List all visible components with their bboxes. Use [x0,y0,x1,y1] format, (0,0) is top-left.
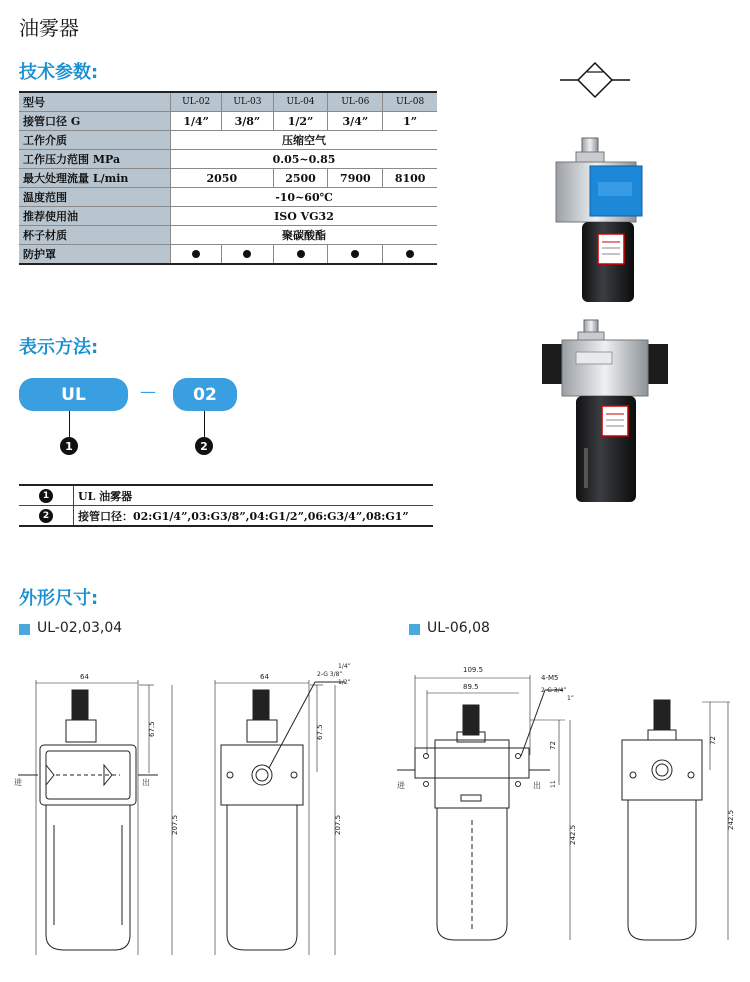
port-label: 2-G 3/4” [541,687,567,694]
dim-label: 242.5 [727,809,735,830]
cell: UL-03 [222,92,273,112]
cell: ISO VG32 [171,207,438,226]
cell: 1/4” [171,112,222,131]
legend-num [19,506,74,527]
page-title: 油雾器 [19,16,79,40]
spec-table [19,91,437,265]
table-row [19,112,437,131]
dim-label: 109.5 [463,666,484,674]
row-label: 接管口径 G [19,112,171,131]
cell: UL-04 [273,92,328,112]
dim-label: 67.5 [148,721,156,737]
row-label: 型号 [19,92,171,112]
code-size-pill: 02 [173,378,237,411]
section-designation: 表示方法: [19,337,99,358]
outlet-label: 出 [533,781,541,790]
cell: 3/8” [222,112,273,131]
drawing-large-side [610,690,740,950]
port-label: 1/4” [338,663,351,670]
connector-line [204,411,205,437]
cell [222,245,273,265]
table-row [19,245,437,265]
cell: 3/4” [328,112,383,131]
legend-badge: 2 [39,509,53,523]
table-row [19,131,437,150]
product-photo-large-icon [540,318,670,508]
dim-label: 242.5 [569,824,577,845]
port-label: 1” [567,695,574,702]
cell: 1/2” [273,112,328,131]
model-marker-icon [409,624,420,635]
outlet-label: 出 [142,778,150,787]
badge-1: 1 [60,437,78,455]
dim-label: 207.5 [334,814,342,835]
table-row [19,169,437,188]
bullet-icon [192,250,200,258]
legend-text: 接管口径：02:G1/4”,03:G3/8”,04:G1/2”,06:G3/4”,08:G1” [74,506,434,527]
legend-num [19,485,74,506]
drawing-small-front [14,665,194,965]
section-tech: 技术参数: [19,62,99,83]
bullet-icon [406,250,414,258]
row-label: 防护罩 [19,245,171,265]
dim-label: 89.5 [463,683,479,691]
dim-label: 11 [550,780,557,788]
drawing-large-front [395,660,585,950]
model-marker-icon [19,624,30,635]
port-label: 2-G 3/8” [317,671,343,678]
bullet-icon [297,250,305,258]
dim-label: 64 [80,673,89,681]
cell [273,245,328,265]
lubricator-symbol-icon [560,60,630,100]
cell: 7900 [328,169,383,188]
row-label: 工作压力范围 MPa [19,150,171,169]
cell [328,245,383,265]
cell: 2050 [171,169,274,188]
cell: 2500 [273,169,328,188]
row-label: 温度范围 [19,188,171,207]
connector-line [69,411,70,437]
dim-label: 207.5 [171,814,179,835]
cell: UL-06 [328,92,383,112]
cell: 聚碳酸酯 [171,226,438,245]
legend-badge: 1 [39,489,53,503]
cell: UL-02 [171,92,222,112]
row-label: 最大处理流量 L/min [19,169,171,188]
model-label-small: UL-02,03,04 [37,620,123,636]
table-row [19,188,437,207]
inlet-label: 进 [14,778,22,787]
cell [383,245,437,265]
row-label: 杯子材质 [19,226,171,245]
product-photo-small-icon [548,130,658,310]
cell [171,245,222,265]
code-dash: — [140,382,156,401]
port-label: 1/2” [338,679,351,686]
model-label-large: UL-06,08 [427,620,490,636]
table-row [19,226,437,245]
row-label: 推荐使用油 [19,207,171,226]
dim-label: 4-M5 [541,674,559,682]
cell: -10~60℃ [171,188,438,207]
cell: 8100 [383,169,437,188]
legend-table [19,484,433,527]
cell: 0.05~0.85 [171,150,438,169]
drawing-small-side [205,660,360,965]
table-row [19,506,433,527]
cell: UL-08 [383,92,437,112]
dim-label: 64 [260,673,269,681]
table-row [19,150,437,169]
row-label: 工作介质 [19,131,171,150]
code-prefix-pill: UL [19,378,128,411]
bullet-icon [351,250,359,258]
inlet-label: 进 [397,781,405,790]
dim-label: 67.5 [316,724,324,740]
dim-label: 72 [709,736,717,745]
table-row [19,485,433,506]
cell: 压缩空气 [171,131,438,150]
cell: 1” [383,112,437,131]
bullet-icon [243,250,251,258]
table-row [19,207,437,226]
dim-label: 72 [549,741,557,750]
table-row [19,92,437,112]
section-dimensions: 外形尺寸: [19,588,99,609]
badge-2: 2 [195,437,213,455]
legend-text: UL 油雾器 [74,485,434,506]
